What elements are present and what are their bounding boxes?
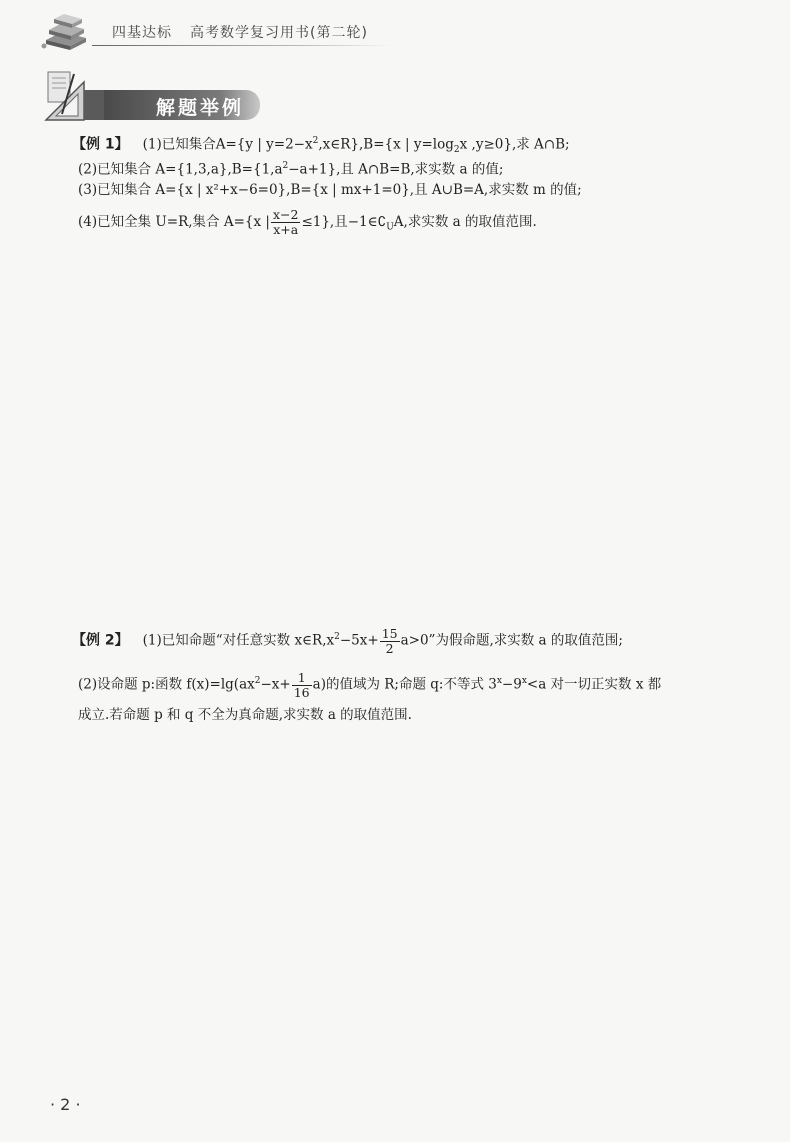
books-stack-icon (40, 10, 90, 50)
example-2-line-3: 成立.若命题 p 和 q 不全为真命题,求实数 a 的取值范围. (78, 707, 412, 723)
example-1-line-1: 【例 1】 (1)已知集合A={y | $y=2-x^2,x\in R\},B=\{x$ | $y=\log_2x$ ,y≥0},求 A∩B; (72, 136, 570, 156)
series-name: 四基达标 (112, 25, 172, 41)
example-1-label: 【例 1】 (72, 136, 129, 153)
fraction: $\frac{x-2}{x+a}$ (272, 207, 299, 237)
header-rule (92, 45, 392, 46)
example-1-line-4: (4)已知全集 U=R,集合 A={x | $\frac{x-2}{x+a}$ ≤1},且$-1\in∁_UA$,求实数 a 的取值范围. (78, 207, 537, 237)
running-header (0, 0, 790, 60)
running-header-text (112, 22, 368, 42)
section-banner (44, 70, 244, 122)
example-2-line-1: 【例 2】 (1)已知命题“对任意实数 $x\in R,x^2-5x+$ $\frac{15}{2}$ a>0”为假命题,求实数 a 的取值范围; (72, 625, 623, 656)
page-number: · 2 · (50, 1095, 81, 1114)
example-2-line-2: (2)设命题 p:函数 $f(x)=\lg(ax^2-x+$ $\frac{1}{16}$ a)的值域为 R;命题 q:不等式 $3^x-9^x<a$ 对一切正实数 x 都 (78, 669, 662, 700)
section-title: 解题举例 (156, 97, 245, 119)
example-1-line-3: (3)已知集合 A={x | x²+x−6=0},B={x | mx+1=0},且 A∪B=A,求实数 m 的值; (78, 182, 582, 198)
drafting-tools-icon (44, 70, 104, 122)
example-2-label: 【例 2】 (72, 632, 129, 649)
fraction: $\frac{15}{2}$ (381, 625, 398, 656)
book-title: 高考数学复习用书(第二轮) (190, 25, 368, 41)
fraction: $\frac{1}{16}$ (293, 669, 310, 700)
example-1-line-2: (2)已知集合 $A=\{1,3,a\},B=\{1,a^2-a+1\}$,且 A∩B=B,求实数 a 的值; (78, 161, 504, 178)
